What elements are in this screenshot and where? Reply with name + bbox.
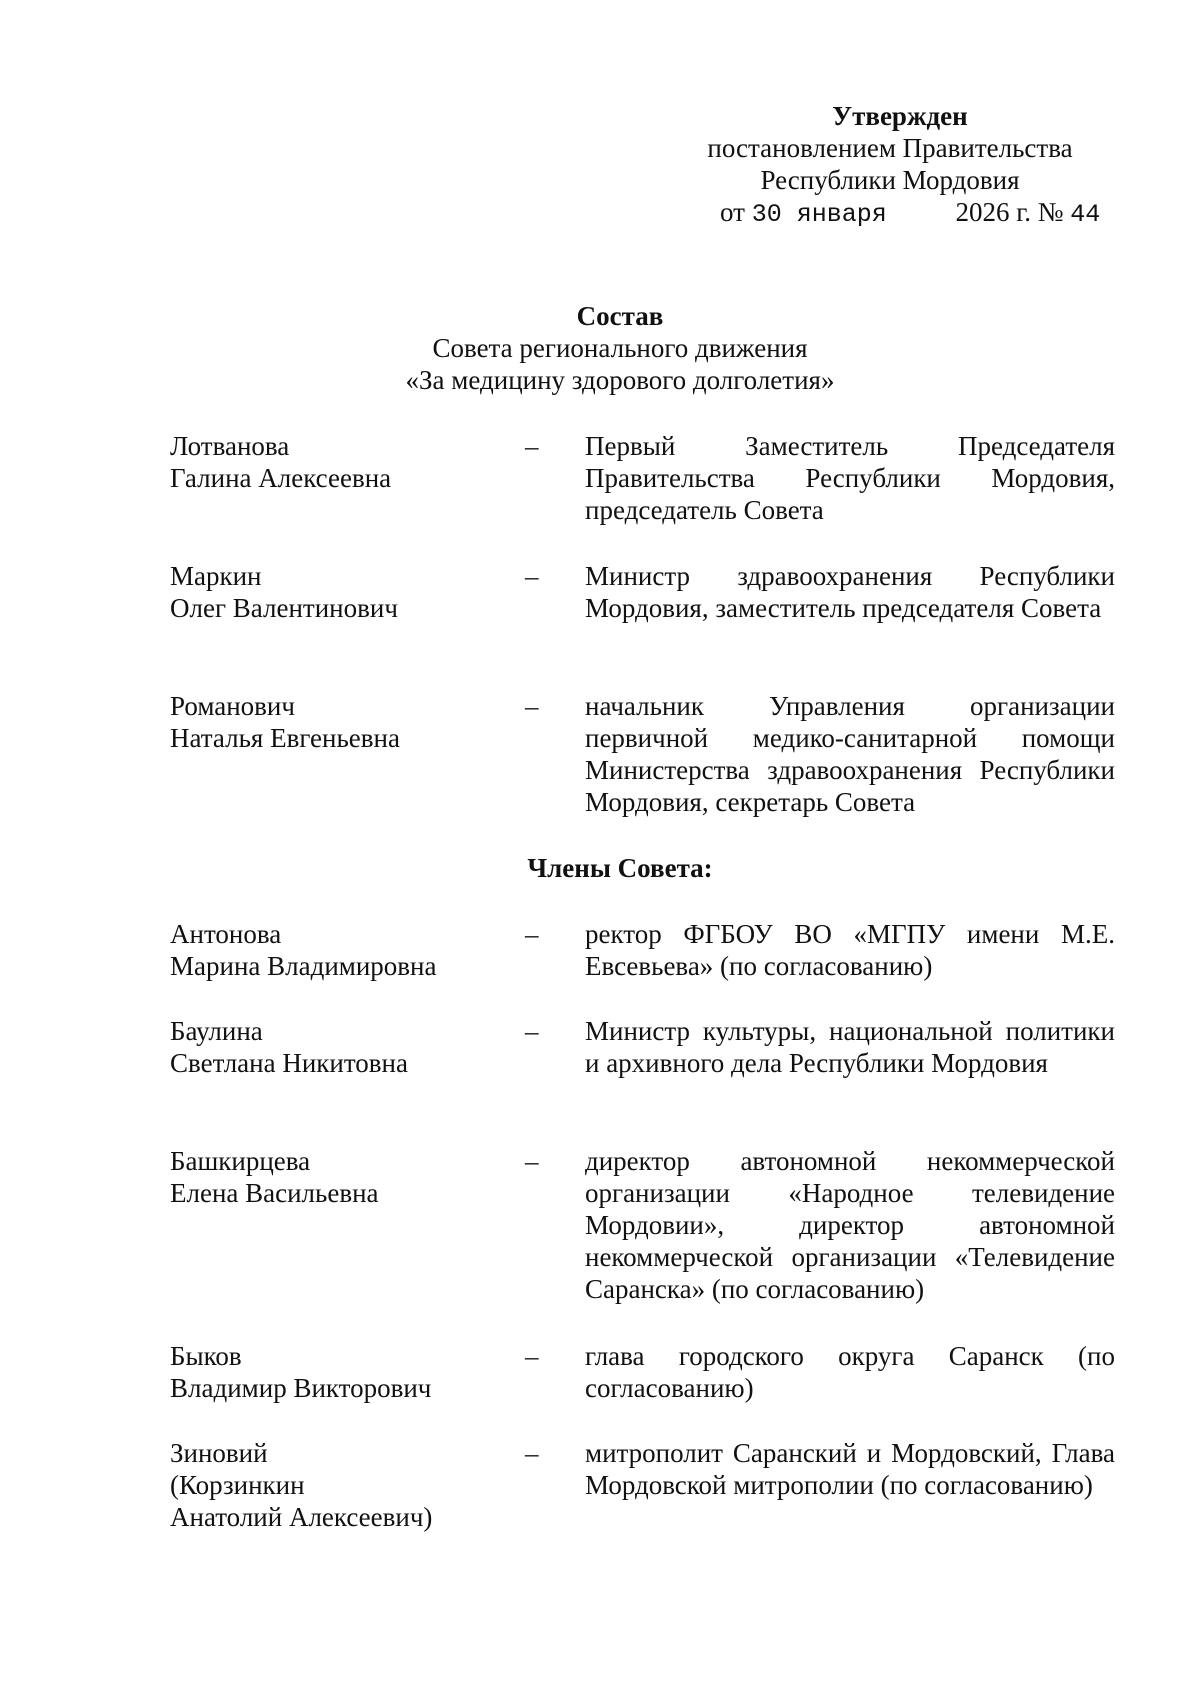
dash: – <box>525 431 539 461</box>
member-name: Зиновий (Корзинкин Анатолий Алексеевич) <box>170 1438 433 1532</box>
member-role: начальник Управления организации первичной медико-санитарной помощи Министерства здравоохранения Республики Мордовия, секретарь Совета <box>585 691 1115 817</box>
member-name: Лотванова Галина Алексеевна <box>170 431 392 493</box>
member-role: директор автономной некоммерческой организации «Народное телевидение Мордовии», директор автономной некоммерческой организации «Телевидение Саранска» (по согласованию) <box>585 1146 1115 1304</box>
dash: – <box>525 561 539 591</box>
member-role: Министр культуры, национальной политики и архивного дела Республики Мордовия <box>585 1016 1115 1078</box>
dash: – <box>525 1146 539 1176</box>
member-role: митрополит Саранский и Мордовский, Глава Мордовской митрополии (по согласованию) <box>585 1438 1115 1500</box>
approval-line-2: Республики Мордовия <box>760 165 1020 195</box>
date-prefix: от <box>720 197 745 227</box>
member-name: Антонова Марина Владимировна <box>170 919 437 981</box>
member-name: Маркин Олег Валентинович <box>170 561 398 623</box>
member-role: ректор ФГБОУ ВО «МГПУ имени М.Е. Евсевьева» (по согласованию) <box>585 919 1115 981</box>
member-name: Романович Наталья Евгеньевна <box>170 691 400 753</box>
date-value: 30 января <box>751 200 887 229</box>
heading-title: Состав <box>576 301 664 331</box>
approval-title: Утвержден <box>832 101 968 131</box>
members-section-title: Члены Совета: <box>527 853 713 883</box>
member-name: Башкирцева Елена Васильевна <box>170 1146 379 1208</box>
heading-line-1: Совета регионального движения <box>432 333 808 363</box>
dash: – <box>525 919 539 949</box>
member-role: Министр здравоохранения Республики Мордовия, заместитель председателя Совета <box>585 561 1115 623</box>
dash: – <box>525 1016 539 1046</box>
member-role: Первый Заместитель Председателя Правительства Республики Мордовия, председатель Совета <box>585 431 1115 525</box>
document-number: 44 <box>1070 200 1101 229</box>
date-year: 2026 г. № <box>955 197 1064 227</box>
member-name: Быков Владимир Викторович <box>170 1341 432 1403</box>
dash: – <box>525 691 539 721</box>
dash: – <box>525 1438 539 1468</box>
approval-date-line <box>720 196 1140 231</box>
member-role: глава городского округа Саранск (по согласованию) <box>585 1341 1115 1403</box>
heading-line-2: «За медицину здорового долголетия» <box>405 365 835 395</box>
dash: – <box>525 1341 539 1371</box>
approval-block <box>640 100 1140 231</box>
member-name: Баулина Светлана Никитовна <box>170 1016 408 1078</box>
document-heading <box>300 300 940 396</box>
approval-line-1: постановлением Правительства <box>707 133 1073 163</box>
